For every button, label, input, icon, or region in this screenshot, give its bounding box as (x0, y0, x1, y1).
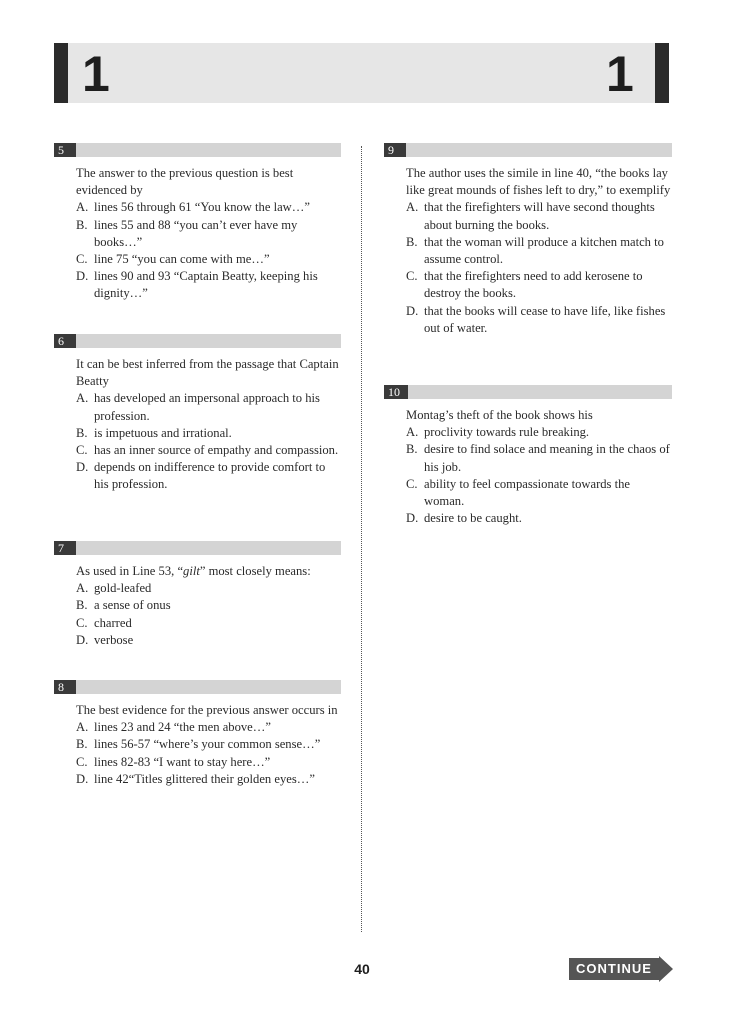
answer-choice-a[interactable] (76, 390, 341, 424)
choice-letter: B. (76, 425, 88, 440)
answer-choice-d[interactable] (406, 510, 672, 527)
answer-choice-d[interactable] (406, 303, 672, 337)
choice-letter: D. (76, 460, 89, 475)
question-stem (76, 563, 341, 580)
choice-letter: C. (76, 754, 88, 769)
choice-letter: C. (76, 443, 88, 458)
answer-choice-b[interactable] (76, 736, 341, 753)
answer-choice-c[interactable] (406, 476, 672, 510)
choice-letter: A. (406, 200, 419, 215)
question-stem: The best evidence for the previous answer occurs in (76, 703, 338, 717)
question-stem-after: ” most closely means: (199, 564, 311, 578)
question-bar (384, 385, 672, 399)
question-number: 5 (54, 143, 76, 157)
answer-choice-b[interactable] (76, 217, 341, 251)
choice-text: lines 56 through 61 “You know the law…” (94, 200, 310, 215)
choice-text: gold-leafed (94, 581, 152, 596)
choice-text: is impetuous and irrational. (94, 425, 232, 440)
choice-text: desire to find solace and meaning in the chaos of his job. (424, 442, 670, 474)
question-number: 6 (54, 334, 76, 348)
choice-letter: D. (406, 511, 419, 526)
answer-choice-a[interactable] (76, 719, 341, 736)
choice-letter: A. (76, 200, 89, 215)
answer-choice-a[interactable] (406, 424, 672, 441)
choice-text: desire to be caught. (424, 511, 522, 526)
choice-letter: A. (76, 581, 89, 596)
question-bar (384, 143, 672, 157)
choice-letter: D. (76, 632, 89, 647)
answer-choice-a[interactable] (76, 580, 341, 597)
column-divider (361, 146, 362, 932)
choice-text: a sense of onus (94, 598, 171, 613)
answer-choice-c[interactable] (76, 442, 341, 459)
answer-choice-d[interactable] (76, 771, 341, 788)
question-bar (54, 143, 341, 157)
choice-letter: A. (406, 425, 419, 440)
choice-letter: D. (76, 771, 89, 786)
question-7 (54, 541, 341, 649)
answer-choice-b[interactable] (406, 441, 672, 475)
answer-choice-c[interactable] (76, 615, 341, 632)
choice-text: that the books will cease to have life, like fishes out of water. (424, 303, 666, 335)
choice-text: lines 56-57 “where’s your common sense…” (94, 737, 321, 752)
choice-letter: A. (76, 720, 89, 735)
choice-letter: B. (76, 598, 88, 613)
answer-choice-a[interactable] (76, 199, 341, 216)
choice-letter: D. (76, 269, 89, 284)
choice-text: line 42“Titles glittered their golden eyes…” (94, 771, 315, 786)
answer-choice-b[interactable] (76, 597, 341, 614)
choice-text: proclivity towards rule breaking. (424, 425, 590, 440)
choice-letter: C. (406, 476, 418, 491)
question-number: 7 (54, 541, 76, 555)
choice-text: lines 82-83 “I want to stay here…” (94, 754, 271, 769)
choice-text: has an inner source of empathy and compassion. (94, 443, 339, 458)
question-8 (54, 680, 341, 788)
choice-text: line 75 “you can come with me…” (94, 252, 270, 267)
question-number: 8 (54, 680, 76, 694)
answer-choice-d[interactable] (76, 632, 341, 649)
question-bar (54, 334, 341, 348)
answer-choice-b[interactable] (406, 234, 672, 268)
choice-text: ability to feel compassionate towards the woman. (424, 476, 630, 509)
continue-button[interactable] (569, 956, 673, 982)
question-6 (54, 334, 341, 494)
question-number: 10 (384, 385, 408, 399)
answer-choice-c[interactable] (76, 754, 341, 771)
page-number: 40 (354, 961, 370, 977)
question-stem: The answer to the previous question is best evidenced by (76, 166, 294, 198)
answer-choice-b[interactable] (76, 425, 341, 442)
question-stem-before: As used in Line 53, “ (76, 564, 184, 578)
answer-choice-d[interactable] (76, 268, 341, 302)
choice-text: has developed an impersonal approach to his profession. (94, 391, 320, 423)
section-number-left: 1 (82, 46, 110, 102)
choice-text: depends on indifference to provide comfort to his profession. (94, 460, 326, 492)
question-10 (384, 385, 672, 527)
question-stem-term: gilt (183, 564, 200, 578)
question-stem: It can be best inferred from the passage that Captain Beatty (76, 357, 339, 389)
question-bar (54, 680, 341, 694)
choice-text: verbose (94, 632, 134, 647)
question-9 (384, 143, 672, 337)
choice-letter: A. (76, 391, 89, 406)
choice-letter: B. (76, 737, 88, 752)
choice-text: lines 23 and 24 “the men above…” (94, 720, 271, 735)
question-stem: The author uses the simile in line 40, “the books lay like great mounds of fishes left to dry,” to exemplify (406, 166, 671, 198)
choice-text: that the firefighters need to add kerosene to destroy the books. (424, 269, 643, 301)
section-number-right: 1 (606, 46, 634, 102)
choice-text: charred (94, 615, 132, 630)
choice-text: that the firefighters will have second thoughts about burning the books. (424, 200, 655, 232)
choice-letter: C. (76, 615, 88, 630)
answer-choice-d[interactable] (76, 459, 341, 493)
answer-choice-c[interactable] (76, 251, 341, 268)
choice-text: that the woman will produce a kitchen match to assume control. (424, 234, 664, 267)
choice-letter: D. (406, 303, 419, 318)
choice-letter: B. (406, 442, 418, 457)
section-header-right-bar (655, 43, 669, 103)
answer-choice-c[interactable] (406, 268, 672, 302)
continue-label: CONTINUE (576, 961, 652, 976)
choice-letter: C. (76, 252, 88, 267)
choice-text: lines 90 and 93 “Captain Beatty, keeping his dignity…” (94, 269, 318, 301)
choice-text: lines 55 and 88 “you can’t ever have my books…” (94, 217, 298, 249)
choice-letter: C. (406, 269, 418, 284)
choice-letter: B. (406, 234, 418, 249)
question-bar (54, 541, 341, 555)
choice-letter: B. (76, 217, 88, 232)
section-header-band (54, 43, 669, 103)
section-header-left-bar (54, 43, 68, 103)
question-stem: Montag’s theft of the book shows his (406, 408, 593, 422)
answer-choice-a[interactable] (406, 199, 672, 233)
question-number: 9 (384, 143, 406, 157)
question-5 (54, 143, 341, 303)
